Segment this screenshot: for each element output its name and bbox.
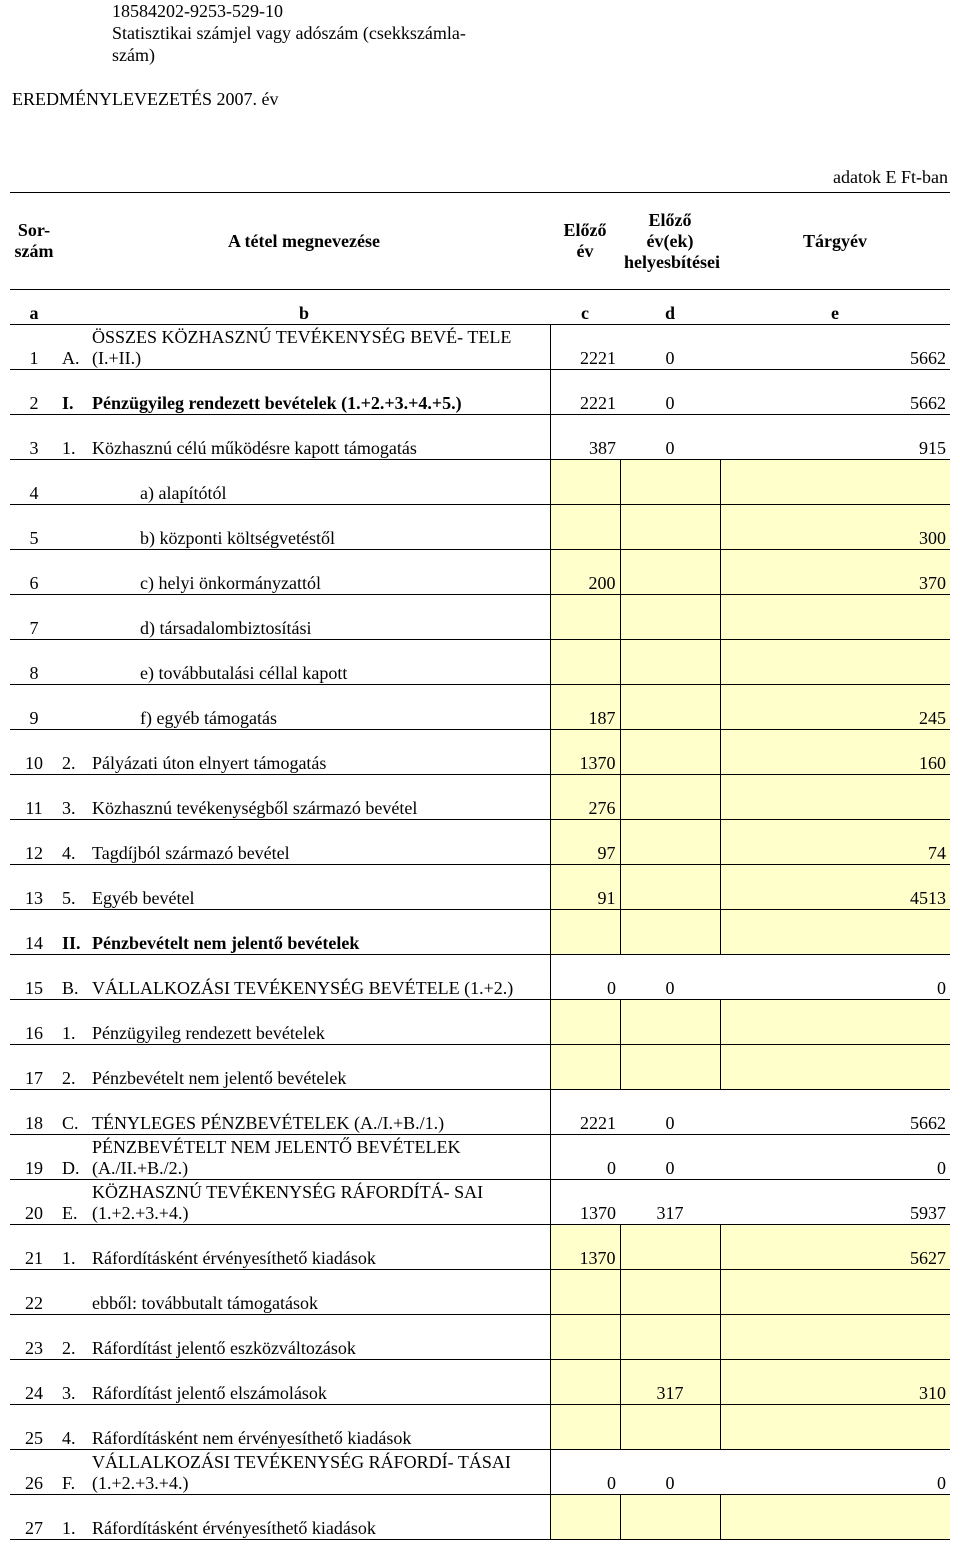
current-year-value: 915 [720, 415, 950, 460]
row-label: d) társadalombiztosítási [140, 618, 312, 638]
prev-year-value: 2221 [550, 325, 620, 370]
current-year-value [720, 1315, 950, 1360]
prev-year-value [550, 595, 620, 640]
table-row [10, 370, 950, 415]
table-header-row [10, 193, 950, 290]
prev-year-value [550, 1000, 620, 1045]
row-label-cell [58, 1135, 550, 1180]
prev-year-adjustment-value: 317 [620, 1360, 720, 1405]
current-year-value: 300 [720, 505, 950, 550]
prev-year-adjustment-value: 0 [620, 1090, 720, 1135]
row-label-cell [58, 820, 550, 865]
table-row [10, 685, 950, 730]
row-label-cell [58, 1045, 550, 1090]
row-label: Pénzügyileg rendezett bevételek [92, 1023, 325, 1043]
table-row [10, 910, 950, 955]
prev-year-value: 0 [550, 1450, 620, 1495]
row-code: 5. [62, 888, 76, 908]
row-label: f) egyéb támogatás [140, 708, 277, 728]
row-code: B. [62, 978, 79, 998]
prev-year-value: 1370 [550, 1180, 620, 1225]
current-year-value: 0 [720, 955, 950, 1000]
row-label-cell [58, 730, 550, 775]
row-label-cell [58, 1450, 550, 1495]
col-header-name: A tétel megnevezése [58, 193, 550, 290]
current-year-value [720, 1045, 950, 1090]
table-row [10, 1135, 950, 1180]
current-year-value [720, 460, 950, 505]
row-number: 22 [10, 1270, 58, 1315]
current-year-value: 160 [720, 730, 950, 775]
current-year-value: 245 [720, 685, 950, 730]
row-label: Ráfordításként érvényesíthető kiadások [92, 1248, 376, 1268]
prev-year-adjustment-value: 0 [620, 415, 720, 460]
row-label: Ráfordítást jelentő eszközváltozások [92, 1338, 356, 1358]
col-letter-b: b [58, 290, 550, 325]
row-label: KÖZHASZNÚ TEVÉKENYSÉG RÁFORDÍTÁ- SAI (1.+2.+3.+4.) [92, 1182, 484, 1223]
row-code: 2. [62, 1338, 76, 1358]
row-label: Pénzbevételt nem jelentő bevételek [92, 933, 360, 953]
prev-year-adjustment-value [620, 505, 720, 550]
row-number: 5 [10, 505, 58, 550]
row-code: F. [62, 1473, 76, 1493]
row-label: ebből: továbbutalt támogatások [92, 1293, 318, 1313]
prev-year-adjustment-value: 0 [620, 955, 720, 1000]
row-number: 4 [10, 460, 58, 505]
unit-note: adatok E Ft-ban [833, 167, 948, 187]
prev-year-adjustment-value [620, 1225, 720, 1270]
row-code: 3. [62, 1383, 76, 1403]
table-row [10, 1225, 950, 1270]
row-label-cell [58, 1270, 550, 1315]
row-label-cell [58, 955, 550, 1000]
row-number: 14 [10, 910, 58, 955]
row-code: II. [62, 933, 81, 953]
income-statement-table [10, 192, 950, 1540]
row-code: C. [62, 1113, 79, 1133]
prev-year-adjustment-value: 0 [620, 325, 720, 370]
row-number: 21 [10, 1225, 58, 1270]
row-number: 1 [10, 325, 58, 370]
row-label-cell [58, 1000, 550, 1045]
table-row [10, 1270, 950, 1315]
prev-year-value: 276 [550, 775, 620, 820]
prev-year-value [550, 505, 620, 550]
row-label-cell [58, 1315, 550, 1360]
prev-year-adjustment-value: 317 [620, 1180, 720, 1225]
row-label: c) helyi önkormányzattól [140, 573, 321, 593]
table-row [10, 505, 950, 550]
col-letter-a: a [10, 290, 58, 325]
row-label-cell [58, 1360, 550, 1405]
row-code: A. [62, 348, 80, 368]
prev-year-adjustment-value [620, 685, 720, 730]
current-year-value: 0 [720, 1135, 950, 1180]
prev-year-adjustment-value [620, 1405, 720, 1450]
prev-year-value: 187 [550, 685, 620, 730]
tax-id: 18584202-9253-529-10 [112, 1, 283, 21]
row-label-cell [58, 415, 550, 460]
row-number: 7 [10, 595, 58, 640]
row-number: 10 [10, 730, 58, 775]
row-label: VÁLLALKOZÁSI TEVÉKENYSÉG BEVÉTELE (1.+2.) [92, 978, 514, 998]
table-row [10, 1045, 950, 1090]
prev-year-adjustment-value: 0 [620, 1450, 720, 1495]
prev-year-adjustment-value [620, 640, 720, 685]
row-label: VÁLLALKOZÁSI TEVÉKENYSÉG RÁFORDÍ- TÁSAI (1.+2.+3.+4.) [92, 1452, 511, 1493]
current-year-value [720, 775, 950, 820]
prev-year-value: 2221 [550, 1090, 620, 1135]
row-code: 4. [62, 1428, 76, 1448]
prev-year-value: 387 [550, 415, 620, 460]
row-number: 12 [10, 820, 58, 865]
row-label-cell [58, 460, 550, 505]
prev-year-adjustment-value [620, 1495, 720, 1540]
col-header-adj: Előző év(ek) helyesbítései [620, 193, 720, 290]
prev-year-value [550, 1405, 620, 1450]
row-number: 2 [10, 370, 58, 415]
row-number: 6 [10, 550, 58, 595]
current-year-value: 310 [720, 1360, 950, 1405]
table-row [10, 775, 950, 820]
prev-year-value [550, 1315, 620, 1360]
current-year-value: 4513 [720, 865, 950, 910]
row-label: Pályázati úton elnyert támogatás [92, 753, 327, 773]
report-title: EREDMÉNYLEVEZETÉS 2007. év [12, 89, 279, 109]
prev-year-adjustment-value [620, 550, 720, 595]
row-label: Ráfordítást jelentő elszámolások [92, 1383, 327, 1403]
row-label: PÉNZBEVÉTELT NEM JELENTŐ BEVÉTELEK (A./II.+B./2.) [92, 1137, 461, 1178]
prev-year-value: 1370 [550, 730, 620, 775]
row-label: Közhasznú célú működésre kapott támogatás [92, 438, 417, 458]
row-label-cell [58, 1225, 550, 1270]
row-label-cell [58, 1495, 550, 1540]
prev-year-value: 91 [550, 865, 620, 910]
column-letter-row [10, 290, 950, 325]
current-year-value [720, 1270, 950, 1315]
prev-year-value: 1370 [550, 1225, 620, 1270]
row-number: 11 [10, 775, 58, 820]
row-label-cell [58, 685, 550, 730]
row-label: Ráfordításként érvényesíthető kiadások [92, 1518, 376, 1538]
row-label-cell [58, 1405, 550, 1450]
row-label-cell [58, 640, 550, 685]
current-year-value [720, 595, 950, 640]
row-code: 1. [62, 1023, 76, 1043]
prev-year-value: 2221 [550, 370, 620, 415]
row-number: 24 [10, 1360, 58, 1405]
row-code: 3. [62, 798, 76, 818]
col-header-sorszam: Sor-szám [10, 193, 58, 290]
row-label: Közhasznú tevékenységből származó bevétel [92, 798, 418, 818]
row-number: 13 [10, 865, 58, 910]
table-row [10, 1090, 950, 1135]
current-year-value: 5662 [720, 370, 950, 415]
current-year-value: 5662 [720, 325, 950, 370]
prev-year-adjustment-value [620, 775, 720, 820]
row-code: 1. [62, 1248, 76, 1268]
prev-year-value [550, 1270, 620, 1315]
table-row [10, 595, 950, 640]
prev-year-value [550, 1495, 620, 1540]
row-number: 3 [10, 415, 58, 460]
table-row [10, 1495, 950, 1540]
prev-year-adjustment-value [620, 1045, 720, 1090]
row-label-cell [58, 1180, 550, 1225]
table-row [10, 1315, 950, 1360]
current-year-value: 0 [720, 1450, 950, 1495]
row-code: 4. [62, 843, 76, 863]
row-code: 2. [62, 753, 76, 773]
row-number: 18 [10, 1090, 58, 1135]
prev-year-value: 97 [550, 820, 620, 865]
row-label: Ráfordításként nem érvényesíthető kiadások [92, 1428, 412, 1448]
prev-year-adjustment-value [620, 595, 720, 640]
current-year-value: 5662 [720, 1090, 950, 1135]
current-year-value: 74 [720, 820, 950, 865]
col-header-prev: Előző év [550, 193, 620, 290]
col-letter-e: e [720, 290, 950, 325]
row-label-cell [58, 325, 550, 370]
prev-year-adjustment-value [620, 1315, 720, 1360]
row-label: ÖSSZES KÖZHASZNÚ TEVÉKENYSÉG BEVÉ- TELE (I.+II.) [92, 327, 512, 368]
prev-year-adjustment-value [620, 910, 720, 955]
row-label-cell [58, 595, 550, 640]
row-number: 8 [10, 640, 58, 685]
current-year-value [720, 1405, 950, 1450]
table-row [10, 865, 950, 910]
prev-year-value: 0 [550, 955, 620, 1000]
current-year-value [720, 910, 950, 955]
row-label-cell [58, 775, 550, 820]
col-letter-c: c [550, 290, 620, 325]
current-year-value: 5627 [720, 1225, 950, 1270]
prev-year-adjustment-value [620, 865, 720, 910]
row-code: 1. [62, 1518, 76, 1538]
table-row [10, 1360, 950, 1405]
current-year-value [720, 640, 950, 685]
prev-year-value [550, 460, 620, 505]
current-year-value [720, 1000, 950, 1045]
row-number: 9 [10, 685, 58, 730]
row-label-cell [58, 550, 550, 595]
table-row [10, 1000, 950, 1045]
tax-id-caption: Statisztikai számjel vagy adószám (csekkszámla- [112, 23, 466, 43]
prev-year-adjustment-value [620, 730, 720, 775]
table-row [10, 955, 950, 1000]
prev-year-value [550, 640, 620, 685]
table-row [10, 325, 950, 370]
row-number: 15 [10, 955, 58, 1000]
row-number: 26 [10, 1450, 58, 1495]
row-number: 27 [10, 1495, 58, 1540]
table-row [10, 1450, 950, 1495]
row-label: Pénzügyileg rendezett bevételek (1.+2.+3.+4.+5.) [92, 393, 462, 413]
row-label: Tagdíjból származó bevétel [92, 843, 290, 863]
table-row [10, 1405, 950, 1450]
row-number: 20 [10, 1180, 58, 1225]
row-label-cell [58, 910, 550, 955]
tax-id-caption-cont: szám) [112, 45, 155, 65]
table-row [10, 640, 950, 685]
row-label: b) központi költségvetéstől [140, 528, 335, 548]
current-year-value: 5937 [720, 1180, 950, 1225]
prev-year-adjustment-value [620, 460, 720, 505]
row-number: 17 [10, 1045, 58, 1090]
table-body [10, 325, 950, 1540]
prev-year-adjustment-value: 0 [620, 1135, 720, 1180]
table-row [10, 820, 950, 865]
prev-year-adjustment-value [620, 1270, 720, 1315]
current-year-value [720, 1495, 950, 1540]
row-number: 16 [10, 1000, 58, 1045]
row-number: 23 [10, 1315, 58, 1360]
row-number: 25 [10, 1405, 58, 1450]
row-label: Egyéb bevétel [92, 888, 195, 908]
row-code: 2. [62, 1068, 76, 1088]
table-row [10, 550, 950, 595]
table-row [10, 415, 950, 460]
table-row [10, 730, 950, 775]
row-code: D. [62, 1158, 80, 1178]
row-label: TÉNYLEGES PÉNZBEVÉTELEK (A./I.+B./1.) [92, 1113, 445, 1133]
row-label: a) alapítótól [140, 483, 227, 503]
row-label-cell [58, 505, 550, 550]
row-label-cell [58, 1090, 550, 1135]
row-code: E. [62, 1203, 78, 1223]
prev-year-value [550, 1045, 620, 1090]
row-label: Pénzbevételt nem jelentő bevételek [92, 1068, 347, 1088]
row-code: 1. [62, 438, 76, 458]
prev-year-value [550, 910, 620, 955]
prev-year-adjustment-value: 0 [620, 370, 720, 415]
prev-year-adjustment-value [620, 820, 720, 865]
table-row [10, 1180, 950, 1225]
row-label-cell [58, 865, 550, 910]
table-row [10, 460, 950, 505]
prev-year-value: 0 [550, 1135, 620, 1180]
prev-year-value: 200 [550, 550, 620, 595]
row-code: I. [62, 393, 74, 413]
current-year-value: 370 [720, 550, 950, 595]
row-number: 19 [10, 1135, 58, 1180]
prev-year-value [550, 1360, 620, 1405]
row-label-cell [58, 370, 550, 415]
prev-year-adjustment-value [620, 1000, 720, 1045]
col-header-cur: Tárgyév [720, 193, 950, 290]
col-letter-d: d [620, 290, 720, 325]
row-label: e) továbbutalási céllal kapott [140, 663, 348, 683]
